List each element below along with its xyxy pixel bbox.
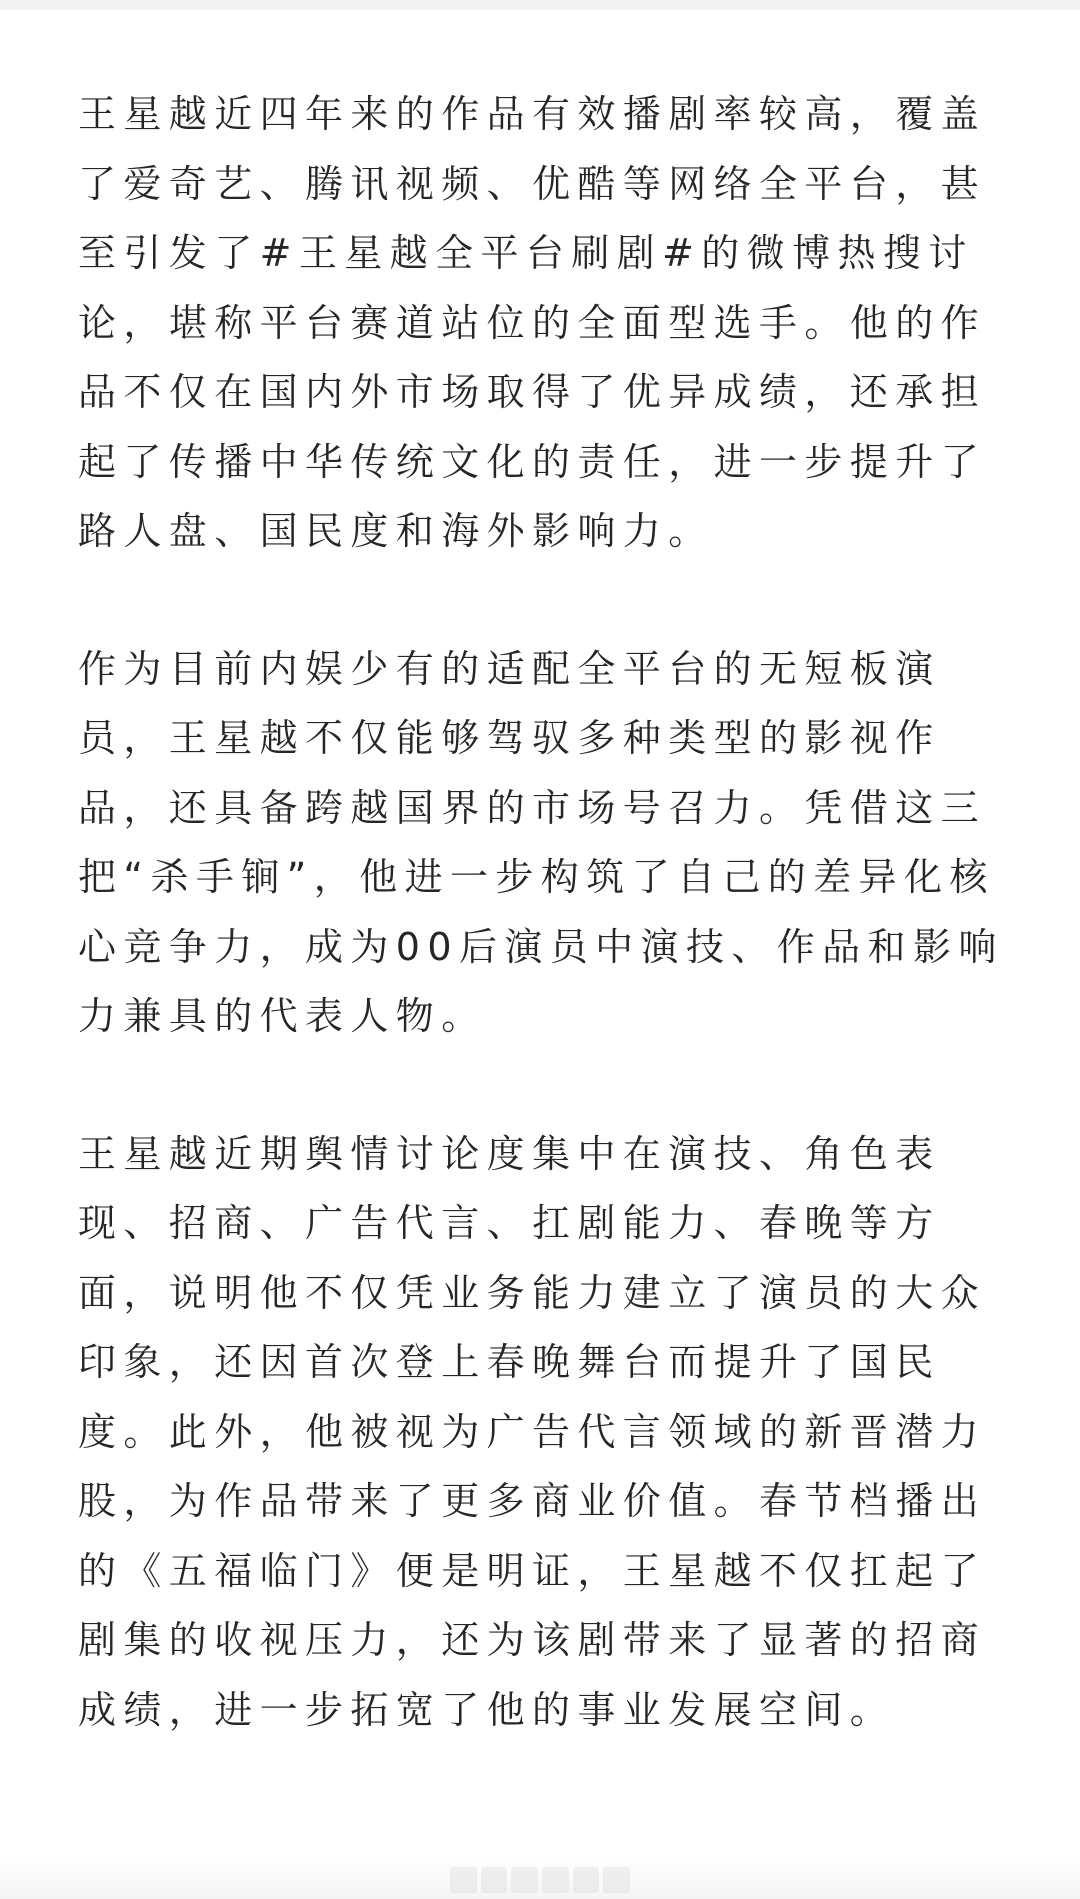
paragraph-2: 作为目前内娱少有的适配全平台的无短板演员，王星越不仅能够驾驭多种类型的影视作品，还具备跨越国界的市场号召力。凭借这三把“杀手锏”，他进一步构筑了自己的差异化核心竞争力，成为00后演员中演技、作品和影响力兼具的代表人物。 — [78, 646, 1004, 1038]
top-divider-band — [0, 0, 1080, 10]
article-body — [78, 80, 1014, 1745]
paragraph-3: 王星越近期舆情讨论度集中在演技、角色表现、招商、广告代言、扛剧能力、春晚等方面，说明他不仅凭业务能力建立了演员的大众印象，还因首次登上春晚舞台而提升了国民度。此外，他被视为广告代言领域的新晋潜力股，为作品带来了更多商业价值。春节档播出的《五福临门》便是明证，王星越不仅扛起了剧集的收视压力，还为该剧带来了显著的招商成绩，进一步拓宽了他的事业发展空间。 — [78, 1131, 987, 1732]
watermark-image — [450, 1867, 630, 1893]
paragraph-1: 王星越近四年来的作品有效播剧率较高，覆盖了爱奇艺、腾讯视频、优酷等网络全平台，甚至引发了#王星越全平台刷剧#的微博热搜讨论，堪称平台赛道站位的全面型选手。他的作品不仅在国内外市场取得了优异成绩，还承担起了传播中华传统文化的责任，进一步提升了路人盘、国民度和海外影响力。 — [78, 92, 987, 553]
